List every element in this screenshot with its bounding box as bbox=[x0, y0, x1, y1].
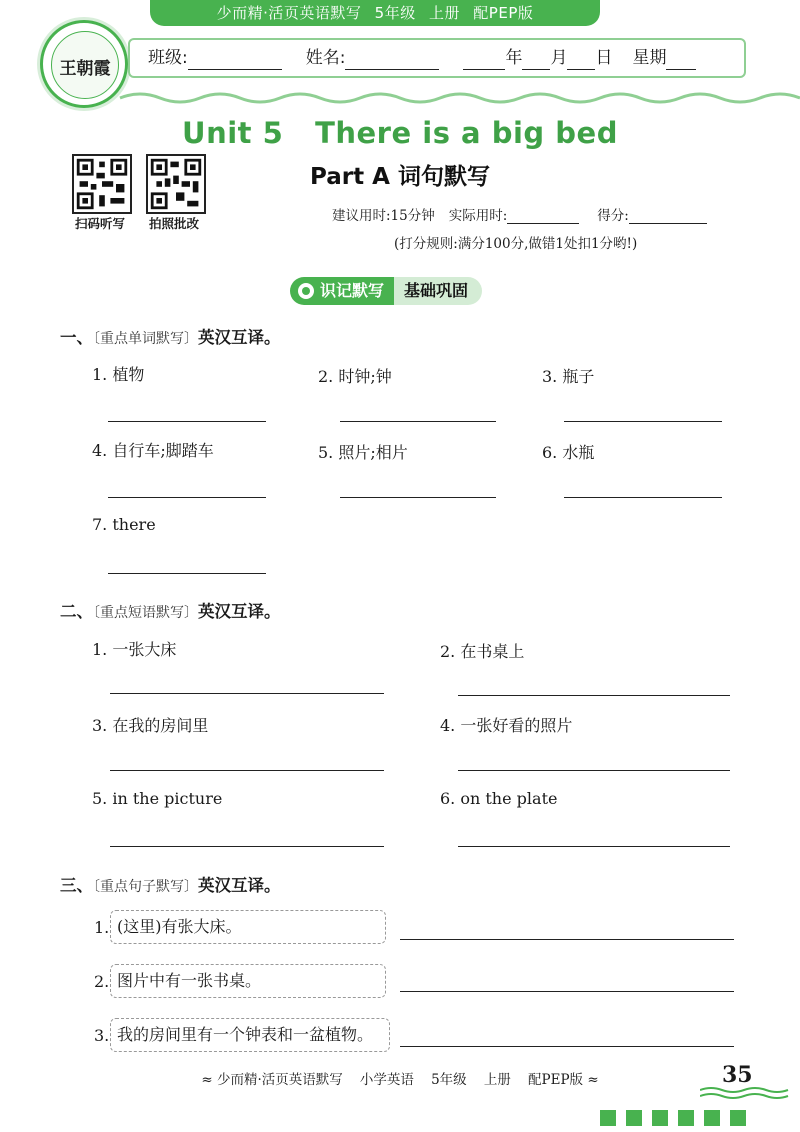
month-input[interactable] bbox=[522, 47, 550, 70]
q1-answer-line[interactable] bbox=[340, 420, 496, 422]
q3-answer-line[interactable] bbox=[400, 990, 734, 992]
part-title: Part A 词句默写 bbox=[310, 164, 490, 190]
edition-label: 配PEP版 bbox=[473, 4, 534, 22]
q1-tag: 〔重点单词默写〕 bbox=[93, 331, 198, 347]
footer-square bbox=[678, 1110, 694, 1126]
q1-item: 4. 自行车;脚踏车 bbox=[92, 441, 214, 460]
q1-item: 3. 瓶子 bbox=[542, 367, 595, 386]
q1-item: 1. 植物 bbox=[92, 365, 145, 384]
q1-number: 一、 bbox=[60, 328, 93, 347]
q1-item: 5. 照片;相片 bbox=[318, 443, 408, 462]
qr-listen-label: 扫码听写 bbox=[74, 216, 125, 231]
scoring-rule: (打分规则:满分100分,做错1处扣1分哟!) bbox=[394, 236, 638, 252]
footer-square bbox=[730, 1110, 746, 1126]
q1-heading bbox=[60, 324, 281, 348]
q1-answer-line[interactable] bbox=[564, 420, 722, 422]
page-number: 35 bbox=[722, 1062, 753, 1088]
q2-tag: 〔重点短语默写〕 bbox=[93, 605, 198, 621]
section-tag bbox=[290, 277, 482, 305]
q1-answer-line[interactable] bbox=[108, 496, 266, 498]
q3-number: 三、 bbox=[60, 876, 93, 895]
q2-answer-line[interactable] bbox=[110, 769, 384, 771]
q2-item: 6. on the plate bbox=[440, 789, 558, 808]
q3-instruction: 英汉互译。 bbox=[198, 876, 281, 895]
actual-time-input[interactable] bbox=[507, 207, 579, 224]
student-info-box bbox=[128, 38, 746, 78]
q2-answer-line[interactable] bbox=[110, 845, 384, 847]
qr-code-icon bbox=[72, 154, 132, 214]
q3-item-number: 2. bbox=[94, 972, 110, 991]
q3-heading bbox=[60, 872, 281, 896]
q3-sentence-box: 我的房间里有一个钟表和一盆植物。 bbox=[110, 1018, 390, 1052]
q3-sentence-box: (这里)有张大床。 bbox=[110, 910, 386, 944]
qr-grade[interactable] bbox=[136, 154, 212, 232]
q3-item-number: 3. bbox=[94, 1026, 110, 1045]
qr-grade-label: 拍照批改 bbox=[148, 216, 199, 231]
class-input[interactable] bbox=[188, 47, 282, 70]
q2-answer-line[interactable] bbox=[458, 694, 730, 696]
weekday-input[interactable] bbox=[666, 47, 696, 70]
q1-answer-line[interactable] bbox=[108, 420, 266, 422]
day-input[interactable] bbox=[567, 47, 595, 70]
q2-item: 2. 在书桌上 bbox=[440, 642, 525, 661]
name-input[interactable] bbox=[345, 47, 439, 70]
logo-text: 王朝霞 bbox=[59, 59, 111, 79]
qr-code-icon bbox=[146, 154, 206, 214]
series-title: 少而精·活页英语默写 bbox=[216, 4, 362, 22]
q3-item-number: 1. bbox=[94, 918, 110, 937]
unit-title: Unit 5 There is a big bed bbox=[182, 116, 618, 150]
q1-answer-line[interactable] bbox=[564, 496, 722, 498]
medal-icon bbox=[298, 283, 314, 299]
volume-label: 上册 bbox=[429, 4, 461, 22]
q2-instruction: 英汉互译。 bbox=[198, 602, 281, 621]
actual-time-label: 实际用时: bbox=[448, 208, 508, 224]
brand-logo bbox=[40, 20, 128, 108]
class-label: 班级: bbox=[148, 48, 188, 68]
q3-answer-line[interactable] bbox=[400, 938, 734, 940]
q1-instruction: 英汉互译。 bbox=[198, 328, 281, 347]
day-label: 日 bbox=[595, 48, 613, 68]
q2-answer-line[interactable] bbox=[110, 692, 384, 694]
q1-item: 2. 时钟;钟 bbox=[318, 367, 392, 386]
month-label: 月 bbox=[550, 48, 568, 68]
q2-item: 3. 在我的房间里 bbox=[92, 716, 209, 735]
q3-answer-line[interactable] bbox=[400, 1045, 734, 1047]
q2-answer-line[interactable] bbox=[458, 845, 730, 847]
section-tag-primary-label: 识记默写 bbox=[320, 281, 385, 300]
footer-square bbox=[626, 1110, 642, 1126]
q1-item: 7. there bbox=[92, 515, 156, 534]
year-input[interactable] bbox=[463, 47, 505, 70]
q2-item: 1. 一张大床 bbox=[92, 640, 177, 659]
qr-listen[interactable] bbox=[62, 154, 138, 232]
q2-item: 4. 一张好看的照片 bbox=[440, 716, 573, 735]
q2-answer-line[interactable] bbox=[458, 769, 730, 771]
suggest-time: 建议用时:15分钟 bbox=[332, 208, 435, 224]
q2-number: 二、 bbox=[60, 602, 93, 621]
score-label: 得分: bbox=[597, 208, 629, 224]
footer-square bbox=[600, 1110, 616, 1126]
q2-item: 5. in the picture bbox=[92, 789, 223, 808]
page-footer: ≈ 少而精·活页英语默写 小学英语 5年级 上册 配PEP版 ≈ bbox=[201, 1072, 599, 1088]
footer-wave-decoration bbox=[700, 1086, 790, 1100]
footer-square bbox=[704, 1110, 720, 1126]
section-tag-primary bbox=[290, 277, 394, 305]
q1-answer-line[interactable] bbox=[108, 572, 266, 574]
header-wave-decoration bbox=[0, 88, 800, 110]
q1-answer-line[interactable] bbox=[340, 496, 496, 498]
q3-sentence-box: 图片中有一张书桌。 bbox=[110, 964, 386, 998]
footer-square bbox=[652, 1110, 668, 1126]
q1-item: 6. 水瓶 bbox=[542, 443, 595, 462]
weekday-label: 星期 bbox=[632, 48, 667, 68]
header-banner bbox=[150, 0, 600, 26]
grade-label: 5年级 bbox=[374, 4, 416, 22]
timing-row bbox=[332, 204, 707, 224]
year-label: 年 bbox=[505, 48, 523, 68]
score-input[interactable] bbox=[629, 207, 707, 224]
q2-heading bbox=[60, 598, 281, 622]
name-label: 姓名: bbox=[305, 48, 346, 68]
section-tag-secondary: 基础巩固 bbox=[394, 277, 482, 305]
q3-tag: 〔重点句子默写〕 bbox=[93, 879, 198, 895]
